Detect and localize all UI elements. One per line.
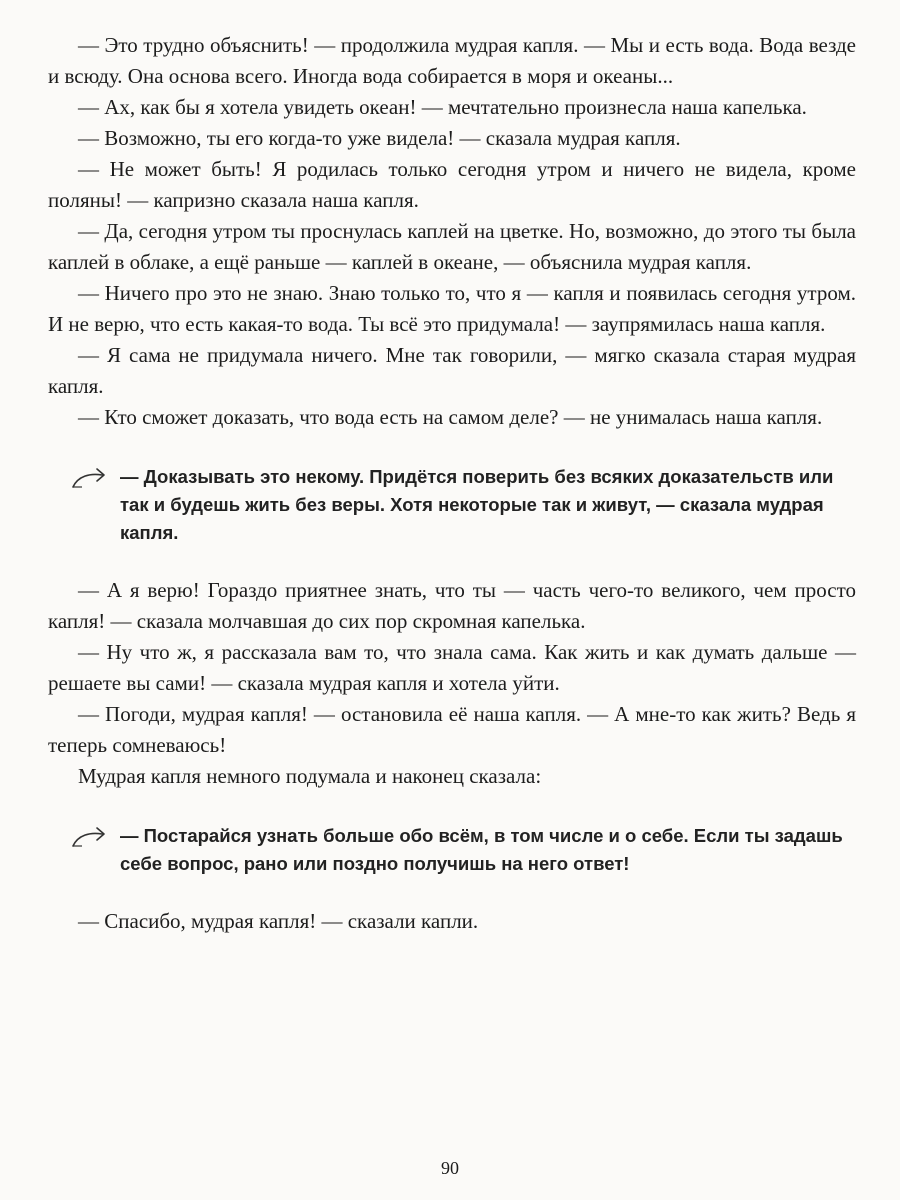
highlighted-quote xyxy=(48,463,856,547)
paragraph: — Ах, как бы я хотела увидеть океан! — мечтательно произнесла наша капелька. xyxy=(78,95,807,119)
paragraph: — Кто сможет доказать, что вода есть на самом деле? — не унималась наша капля. xyxy=(78,405,823,429)
paragraph: — Ну что ж, я рассказала вам то, что знала сама. Как жить и как думать дальше — решаете вы сами! — сказала мудрая капля и хотела уйти. xyxy=(48,640,856,695)
curved-arrow-icon xyxy=(70,822,114,850)
page-body xyxy=(48,30,856,937)
paragraph: — Я сама не придумала ничего. Мне так говорили, — мягко сказала старая мудрая капля. xyxy=(48,343,856,398)
paragraph: — Да, сегодня утром ты проснулась каплей на цветке. Но, возможно, до этого ты была каплей в облаке, а ещё раньше — каплей в океане, — объяснила мудрая капля. xyxy=(48,219,856,274)
curved-arrow-icon xyxy=(70,463,114,491)
highlighted-quote xyxy=(48,822,856,878)
paragraph: — А я верю! Гораздо приятнее знать, что ты — часть чего-то великого, чем просто капля! — сказала молчавшая до сих пор скромная капелька. xyxy=(48,578,856,633)
quote-text: — Постарайся узнать больше обо всём, в том числе и о себе. Если ты задашь себе вопрос, рано или поздно получишь на него ответ! xyxy=(120,825,843,874)
paragraph: — Погоди, мудрая капля! — остановила её наша капля. — А мне-то как жить? Ведь я теперь сомневаюсь! xyxy=(48,702,856,757)
page-number: 90 xyxy=(441,1158,459,1178)
paragraph: — Ничего про это не знаю. Знаю только то, что я — капля и появилась сегодня утром. И не верю, что есть какая-то вода. Ты всё это придумала! — заупрямилась наша капля. xyxy=(48,281,856,336)
paragraph: Мудрая капля немного подумала и наконец сказала: xyxy=(78,764,542,788)
paragraph: — Возможно, ты его когда-то уже видела! — сказала мудрая капля. xyxy=(78,126,681,150)
paragraph: — Это трудно объяснить! — продолжила мудрая капля. — Мы и есть вода. Вода везде и всюду. Она основа всего. Иногда вода собирается в моря и океаны... xyxy=(48,33,856,88)
paragraph: — Спасибо, мудрая капля! — сказали капли. xyxy=(78,909,479,933)
paragraph: — Не может быть! Я родилась только сегодня утром и ничего не видела, кроме поляны! — капризно сказала наша капля. xyxy=(48,157,856,212)
quote-text: — Доказывать это некому. Придётся поверить без всяких доказательств или так и будешь жить без веры. Хотя некоторые так и живут, — сказала мудрая капля. xyxy=(120,466,834,543)
